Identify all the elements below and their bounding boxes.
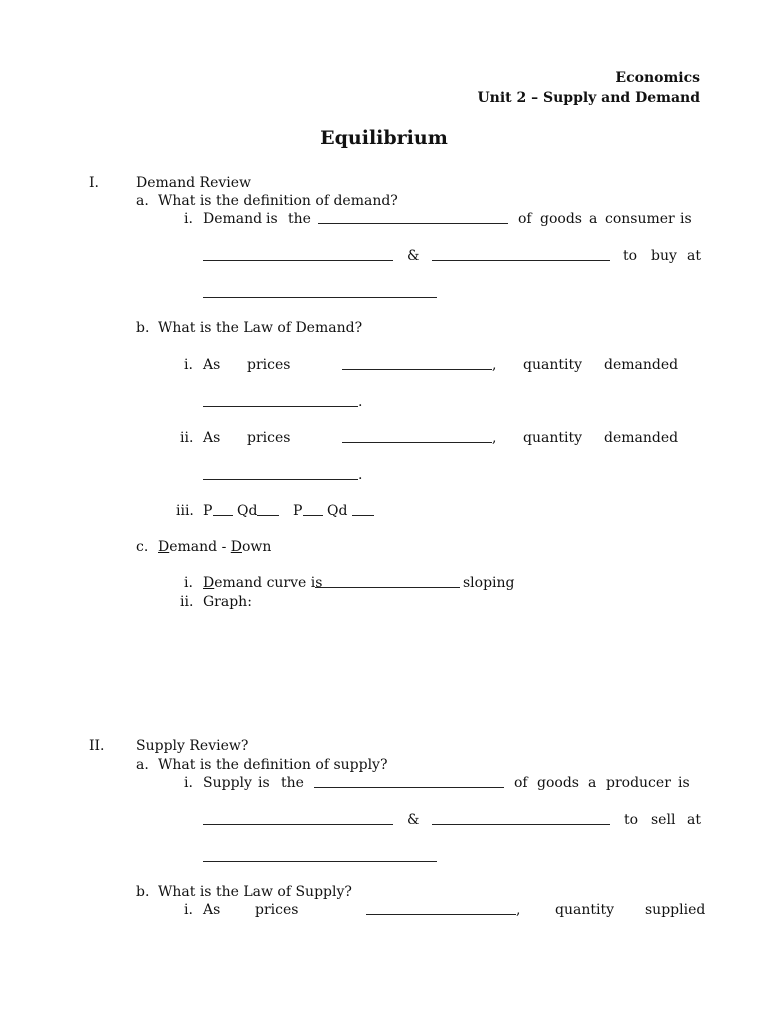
answer-blank[interactable] <box>203 283 437 298</box>
answer-blank[interactable] <box>432 810 610 825</box>
definition-word: is <box>258 775 270 791</box>
item-a-question: What is the definition of supply? <box>158 757 388 773</box>
definition-word: at <box>687 248 701 264</box>
section-1-heading: Demand Review <box>136 175 252 191</box>
quantity-word: quantity <box>523 430 582 446</box>
answer-blank[interactable] <box>314 773 504 788</box>
definition-word: the <box>288 211 311 227</box>
ampersand: & <box>407 812 420 828</box>
page-title: Equilibrium <box>320 127 448 149</box>
item-b-ii-marker: ii. <box>180 430 194 446</box>
item-a-i-marker: i. <box>184 211 193 227</box>
definition-word: to <box>624 812 639 828</box>
mnemonic-letter: D <box>158 539 170 555</box>
item-b-question: What is the Law of Supply? <box>158 884 352 900</box>
item-c-ii-marker: ii. <box>180 594 194 610</box>
item-a-question: What is the definition of demand? <box>158 193 398 209</box>
definition-word: the <box>281 775 304 791</box>
demanded-word: demanded <box>604 357 679 373</box>
supplied-word: supplied <box>645 902 706 918</box>
item-a-marker: a. <box>136 193 149 209</box>
as-word: As <box>203 357 221 373</box>
graph-label: Graph: <box>203 594 252 610</box>
item-c-i-text <box>203 574 322 592</box>
definition-word: sell <box>651 812 676 828</box>
definition-word: Supply <box>203 775 252 791</box>
item-a-marker: a. <box>136 757 149 773</box>
qd-label: Qd <box>237 503 258 519</box>
definition-word: is <box>266 211 278 227</box>
answer-blank[interactable] <box>203 847 437 862</box>
quantity-word: quantity <box>523 357 582 373</box>
mnemonic-letter: D <box>203 575 215 591</box>
item-c-heading <box>158 538 271 556</box>
curve-text: emand curve is <box>214 575 323 591</box>
sloping-word: sloping <box>463 575 515 591</box>
definition-word: a <box>589 211 598 227</box>
definition-word: of <box>514 775 528 791</box>
item-b-question: What is the Law of Demand? <box>158 320 363 336</box>
section-2-heading: Supply Review? <box>136 738 249 754</box>
definition-word: of <box>518 211 532 227</box>
item-a-i-marker: i. <box>184 775 193 791</box>
answer-blank[interactable] <box>213 501 233 516</box>
demanded-word: demanded <box>604 430 679 446</box>
definition-word: is <box>678 775 690 791</box>
item-b-i-marker: i. <box>184 357 193 373</box>
definition-word: buy <box>651 248 677 264</box>
prices-word: prices <box>255 902 299 918</box>
definition-word: goods <box>540 211 582 227</box>
p-label: P <box>293 503 303 519</box>
definition-word: at <box>687 812 701 828</box>
section-1-numeral: I. <box>89 175 99 191</box>
mnemonic-text: emand - <box>169 539 231 555</box>
comma: , <box>492 357 497 373</box>
course-name: Economics <box>615 70 700 86</box>
unit-title: Unit 2 – Supply and Demand <box>477 90 700 106</box>
item-b-marker: b. <box>136 320 150 336</box>
item-b-marker: b. <box>136 884 150 900</box>
item-c-marker: c. <box>136 539 149 555</box>
period: . <box>358 394 363 410</box>
section-2-numeral: II. <box>89 738 105 754</box>
ampersand: & <box>407 248 420 264</box>
p-label: P <box>203 503 213 519</box>
comma: , <box>492 430 497 446</box>
definition-word: is <box>680 211 692 227</box>
answer-blank[interactable] <box>203 392 358 407</box>
definition-word: producer <box>606 775 671 791</box>
item-b-iii-marker: iii. <box>176 503 194 519</box>
answer-blank[interactable] <box>203 465 358 480</box>
item-b-i-marker: i. <box>184 902 193 918</box>
answer-blank[interactable] <box>432 246 610 261</box>
answer-blank[interactable] <box>318 209 508 224</box>
definition-word: a <box>588 775 597 791</box>
mnemonic-text: own <box>242 539 272 555</box>
prices-word: prices <box>247 430 291 446</box>
mnemonic-letter: D <box>230 539 242 555</box>
definition-word: goods <box>537 775 579 791</box>
answer-blank[interactable] <box>342 355 492 370</box>
answer-blank[interactable] <box>203 810 393 825</box>
as-word: As <box>203 430 221 446</box>
answer-blank[interactable] <box>257 501 279 516</box>
qd-label: Qd <box>327 503 348 519</box>
as-word: As <box>203 902 221 918</box>
definition-word: consumer <box>605 211 675 227</box>
quantity-word: quantity <box>555 902 614 918</box>
definition-word: to <box>623 248 638 264</box>
answer-blank[interactable] <box>342 428 492 443</box>
definition-word: Demand <box>203 211 263 227</box>
item-c-i-marker: i. <box>184 575 193 591</box>
answer-blank[interactable] <box>352 501 374 516</box>
answer-blank[interactable] <box>315 573 460 588</box>
prices-word: prices <box>247 357 291 373</box>
answer-blank[interactable] <box>203 246 393 261</box>
answer-blank[interactable] <box>303 501 323 516</box>
period: . <box>358 467 363 483</box>
comma: , <box>516 902 521 918</box>
answer-blank[interactable] <box>366 900 516 915</box>
